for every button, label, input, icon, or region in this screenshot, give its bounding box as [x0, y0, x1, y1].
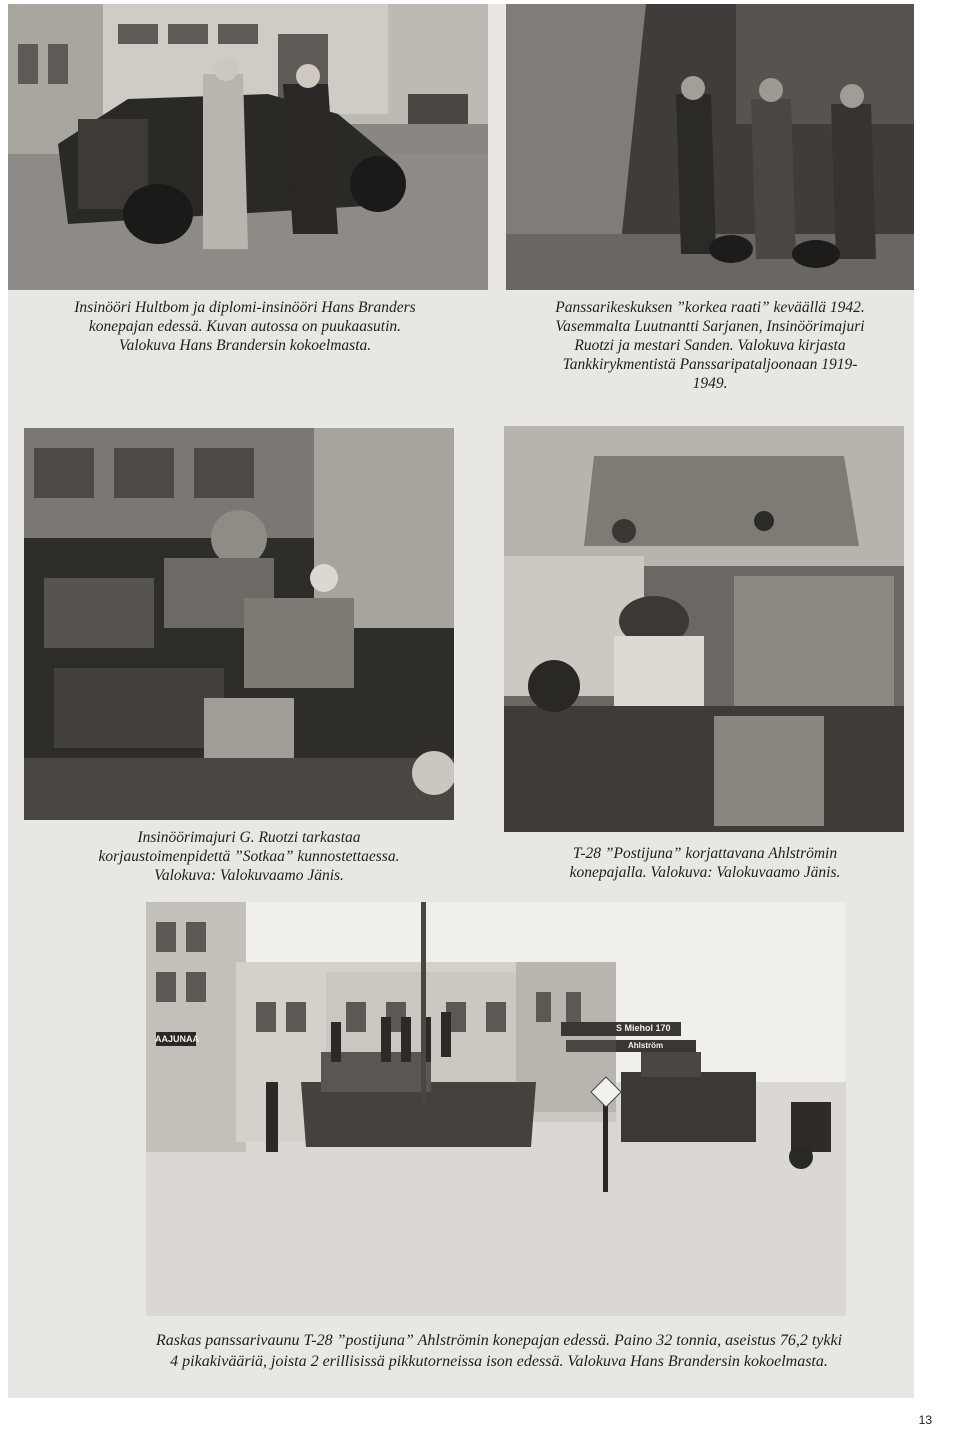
sign-miehol: S Miehol 170 [616, 1023, 671, 1033]
sign-aajunaa: AAJUNAA [155, 1034, 200, 1044]
caption-line: konepajan edessä. Kuvan autossa on puukaasutin. [88, 318, 402, 335]
caption-line: Panssarikeskuksen ”korkea raati” keväällä 1942. [555, 299, 865, 316]
caption-line: 4 pikakivääriä, joista 2 erillisissä pikkutorneissa ison edessä. Valokuva Hans Brandersin kokoelmasta. [170, 1353, 828, 1370]
caption-line: Insinööri Hultbom ja diplomi-insinööri Hans Branders [74, 299, 416, 316]
caption-line: Tankkirykmentistä Panssaripataljoonaan 1919- [562, 356, 858, 373]
caption-line: Insinöörimajuri G. Ruotzi tarkastaa [137, 829, 361, 846]
sign-ahlstrom: Ahlström [628, 1041, 664, 1050]
caption-photo-5 [78, 1330, 920, 1372]
caption-line: T-28 ”Postijuna” korjattavana Ahlströmin [572, 845, 838, 862]
caption-photo-4 [500, 844, 910, 882]
caption-line: Raskas panssarivaunu T-28 ”postijuna” Ahlströmin konepajan edessä. Paino 32 tonnia, aseistus 76,2 tykki [155, 1332, 843, 1349]
caption-line: Valokuva: Valokuvaamo Jänis. [154, 867, 344, 884]
caption-line: Ruotzi ja mestari Sanden. Valokuva kirjasta [574, 337, 846, 354]
caption-photo-1 [20, 298, 470, 355]
caption-line: konepajalla. Valokuva: Valokuvaamo Jänis. [569, 864, 841, 881]
caption-line: 1949. [692, 375, 728, 392]
photo-officers-dogs [506, 4, 914, 290]
caption-line: Vasemmalta Luutnantti Sarjanen, Insinöörimajuri [555, 318, 865, 335]
caption-photo-3 [14, 828, 484, 885]
page-number: 13 [918, 1413, 932, 1427]
photo-t28-repair [504, 426, 904, 832]
caption-line: korjaustoimenpidettä ”Sotkaa” kunnostettaessa. [98, 848, 400, 865]
photo-car-factory [8, 4, 488, 290]
photo-t28-street [146, 902, 846, 1316]
photo-workshop-tanks [24, 428, 454, 820]
caption-photo-2 [504, 298, 916, 393]
caption-line: Valokuva Hans Brandersin kokoelmasta. [118, 337, 372, 354]
